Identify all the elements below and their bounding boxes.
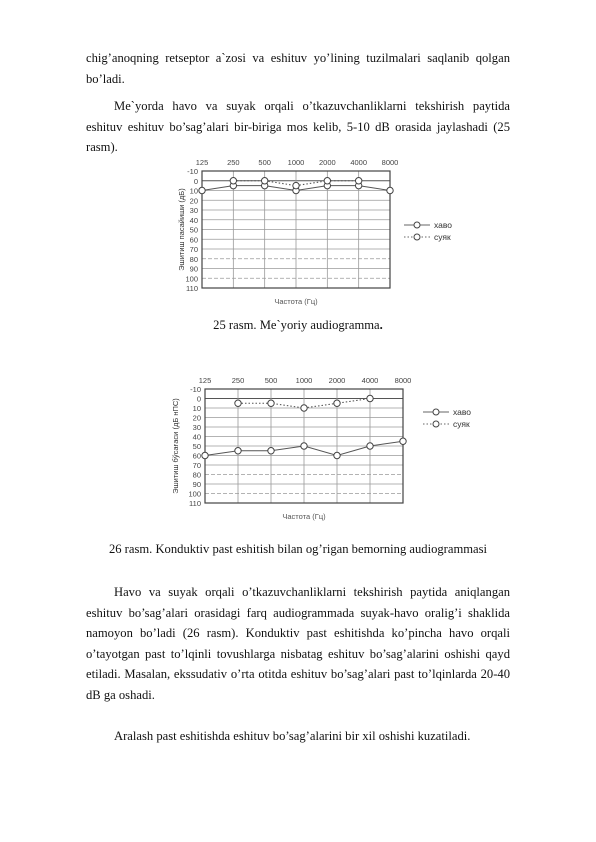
y-tick-label: 80 <box>192 470 201 480</box>
legend-label: хаво <box>434 220 453 230</box>
legend-marker <box>433 421 439 427</box>
x-tick-label: 8000 <box>394 376 412 385</box>
data-point <box>355 178 361 184</box>
paragraph-3: Havo va suyak orqali o’tkazuvchanliklarni tekshirish paytida aniqlangan eshituv bo’sag’alari orasidagi farq audiogrammada suyak-havo oralig’i shaklida namoyon bo’ladi (26 rasm). Konduktiv past eshitishda ko’pincha havo orqali o’tayotgan past to’lqinli tovushlarga nisbatag eshituv bo’sag’alarini oshishi qayd etiladi. Masalan, ekssudativ o’rta otitda eshituv bo’sag’alari past to’lqinlarda 20-40 dB ga oshadi. <box>86 585 510 702</box>
y-tick-label: 10 <box>192 404 201 413</box>
data-point <box>367 395 373 401</box>
x-tick-label: 500 <box>264 376 278 385</box>
x-axis-label: Частота (Гц) <box>282 512 326 521</box>
y-tick-label: 40 <box>189 215 198 225</box>
figure-25-caption-end: . <box>379 318 383 332</box>
y-tick-label: 80 <box>189 254 198 264</box>
data-point <box>334 400 340 406</box>
y-tick-label: 60 <box>189 235 198 245</box>
y-tick-label: 100 <box>188 489 201 499</box>
x-tick-label: 500 <box>258 158 271 167</box>
data-point <box>199 187 205 193</box>
x-axis-label: Частота (Гц) <box>274 297 318 306</box>
data-point <box>400 438 406 444</box>
audiogram-conductive-chart <box>165 368 485 526</box>
x-tick-label: 250 <box>227 158 240 167</box>
y-tick-label: 90 <box>189 264 198 274</box>
y-tick-label: 100 <box>185 274 198 284</box>
legend-label: хаво <box>453 407 472 417</box>
data-point <box>334 452 340 458</box>
y-tick-label: 20 <box>189 196 198 206</box>
x-tick-label: 4000 <box>361 376 379 385</box>
figure-26-caption: 26 rasm. Konduktiv past eshitish bilan og’rigan bemorning audiogrammasi <box>108 542 488 556</box>
legend-label: суяк <box>434 232 451 242</box>
paragraph-4: Aralash past eshitishda eshituv bo’sag’alarini bir xil oshishi kuzatiladi. <box>114 729 471 743</box>
y-tick-label: 50 <box>192 442 201 451</box>
data-point <box>235 400 241 406</box>
y-tick-label: -10 <box>187 167 198 176</box>
y-tick-label: 70 <box>192 461 201 470</box>
legend-label: суяк <box>453 419 470 429</box>
y-tick-label: 40 <box>192 432 201 442</box>
y-tick-label: 20 <box>192 413 201 423</box>
x-tick-label: 4000 <box>350 158 368 167</box>
y-tick-label: 60 <box>192 451 201 461</box>
audiogram-normal-chart <box>170 150 470 312</box>
y-tick-label: -10 <box>190 385 201 394</box>
y-tick-label: 30 <box>192 423 201 432</box>
y-tick-label: 0 <box>193 176 198 186</box>
data-point <box>324 178 330 184</box>
figure-25-caption <box>0 318 596 333</box>
y-tick-label: 50 <box>189 225 198 235</box>
y-tick-label: 90 <box>192 480 201 489</box>
data-point <box>261 178 267 184</box>
legend-marker <box>414 222 420 228</box>
paragraph-2: Me`yorda havo va suyak orqali o’tkazuvchanliklarni tekshirish paytida eshituv eshituv bo’sag’alari bir-biriga mos kelib, 5-10 dB orasida jaylashadi (25 rasm). <box>86 99 510 154</box>
x-tick-label: 2000 <box>328 376 346 385</box>
x-tick-label: 2000 <box>318 158 336 167</box>
data-point <box>293 182 299 188</box>
data-point <box>367 443 373 449</box>
y-axis-label: Эшитиш пасайиши (дБ) <box>177 188 186 271</box>
data-point <box>230 178 236 184</box>
data-point <box>235 448 241 454</box>
x-tick-label: 125 <box>198 376 212 385</box>
data-point <box>301 405 307 411</box>
y-tick-label: 70 <box>189 245 198 254</box>
x-tick-label: 250 <box>231 376 245 385</box>
x-tick-label: 8000 <box>381 158 399 167</box>
data-point <box>268 448 274 454</box>
data-point <box>268 400 274 406</box>
y-tick-label: 0 <box>196 394 201 404</box>
paragraph-1: chig’anoqning retseptor a`zosi va eshituv yo’lining tuzilmalari saqlanib qolgan bo’ladi. <box>86 51 510 86</box>
legend-marker <box>414 234 420 240</box>
y-tick-label: 110 <box>189 499 201 508</box>
data-point <box>301 443 307 449</box>
x-tick-label: 1000 <box>287 158 305 167</box>
x-tick-label: 1000 <box>295 376 313 385</box>
legend-marker <box>433 409 439 415</box>
y-tick-label: 110 <box>186 284 198 293</box>
y-axis-label: Эшитиш бўсағаси (дБ нПС) <box>171 398 180 494</box>
y-tick-label: 30 <box>189 206 198 215</box>
data-point <box>387 187 393 193</box>
figure-25-caption-text: 25 rasm. Me`yoriy audiogramma <box>213 318 380 332</box>
data-point <box>202 452 208 458</box>
x-tick-label: 125 <box>195 158 209 167</box>
y-tick-label: 10 <box>189 186 198 196</box>
